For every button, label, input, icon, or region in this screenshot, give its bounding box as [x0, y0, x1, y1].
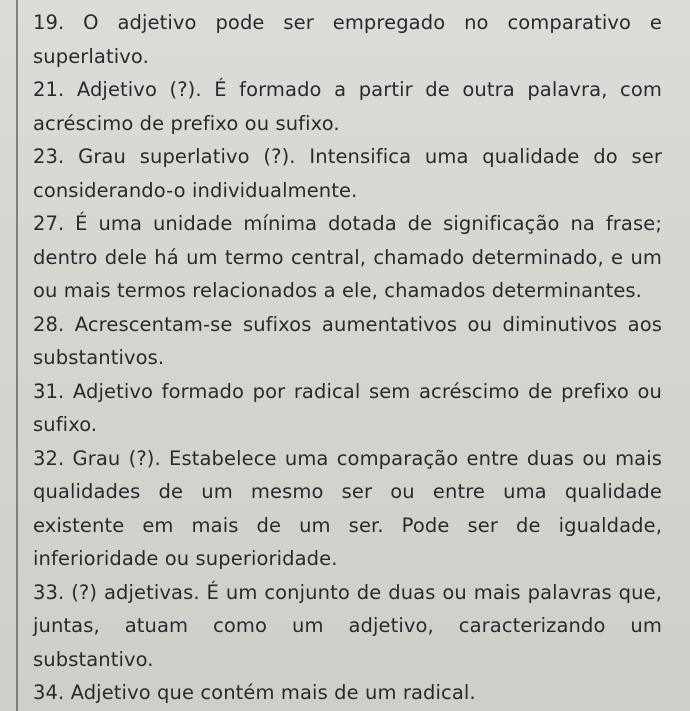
- clue-19: 19. O adjetivo pode ser empregado no comparativo e superlativo.: [33, 11, 662, 68]
- clue-31: 31. Adjetivo formado por radical sem acréscimo de prefixo ou sufixo.: [33, 379, 662, 436]
- clue-27: 27. É uma unidade mínima dotada de significação na frase; dentro dele há um termo central, chamado determinado, e um ou mais termos relacionados a ele, chamados determinantes.: [33, 212, 662, 302]
- clue-28: 28. Acrescentam-se sufixos aumentativos ou diminutivos aos substantivos.: [33, 312, 662, 369]
- margin-line: [16, 0, 18, 711]
- clue-34: 34. Adjetivo que contém mais de um radical.: [33, 681, 476, 704]
- clue-32: 32. Grau (?). Estabelece uma comparação entre duas ou mais qualidades de um mesmo ser ou entre uma qualidade existente em mais de um ser. Pode ser de igualdade, inferioridade ou superioridade.: [33, 446, 662, 570]
- clue-33: 33. (?) adjetivas. É um conjunto de duas ou mais palavras que, juntas, atuam como um adjetivo, caracterizando um substantivo.: [33, 580, 662, 671]
- clue-21: 21. Adjetivo (?). É formado a partir de outra palavra, com acréscimo de prefixo ou sufixo.: [33, 78, 662, 135]
- clue-23: 23. Grau superlativo (?). Intensifica uma qualidade do ser considerando-o individualmente.: [33, 145, 662, 202]
